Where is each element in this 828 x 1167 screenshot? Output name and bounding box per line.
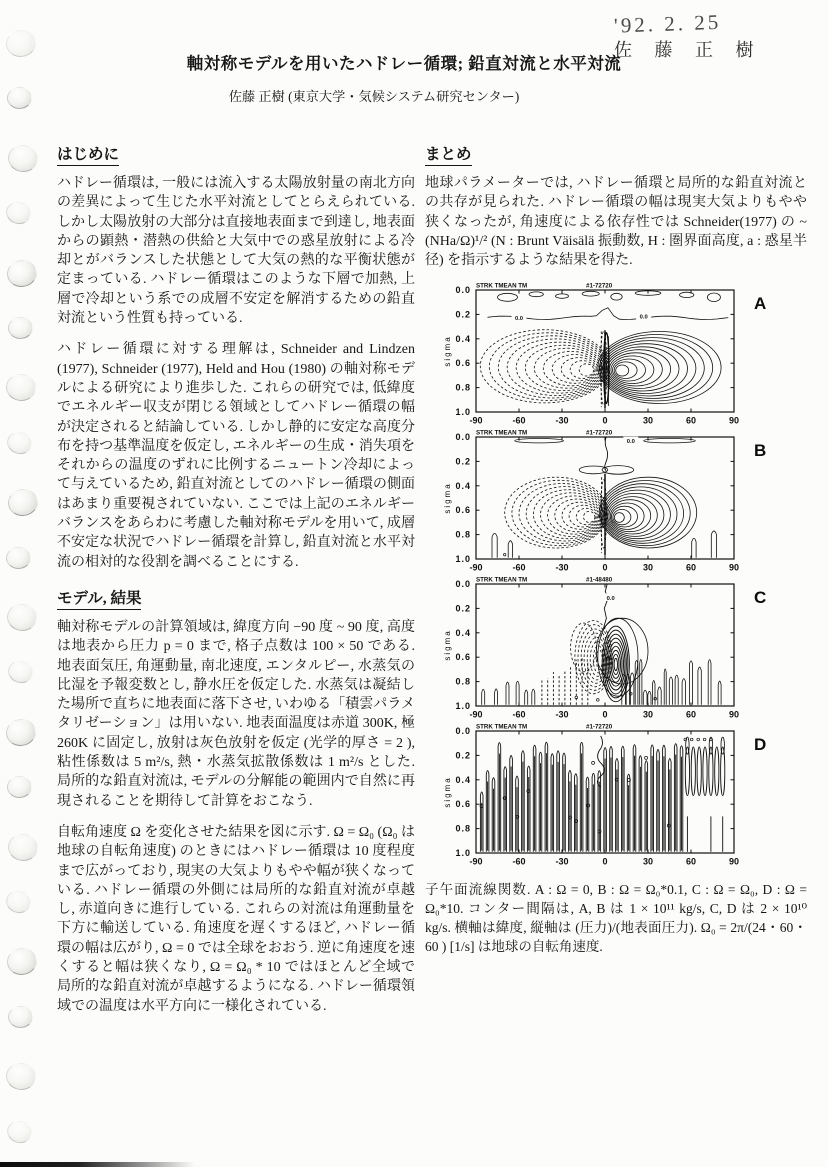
x-tick-label: 0: [602, 415, 608, 426]
binder-hole: [5, 946, 39, 978]
figure-run-id: #1-72720: [586, 429, 613, 437]
x-tick-label: -90: [469, 709, 483, 720]
x-tick-label: 30: [642, 856, 654, 867]
y-tick-label: 0.6: [455, 358, 471, 369]
binder-hole: [8, 317, 33, 339]
figure-plot-c: [425, 576, 807, 723]
x-tick-label: 30: [642, 709, 654, 720]
model-paragraph-1: 軸対称モデルの計算領域は, 緯度方向 −90 度 ~ 90 度, 高度は地表から圧力 p = 0 まで, 格子点数は 100 × 50 である. 地表面気圧, 角運動量, 南北速度, エンタルピー, 水蒸気の比湿を予報変数とし, 静水圧を仮定した. 水蒸気は凝結した場所で直ちに地表面に落下させ, いわゆる「積雲パラメタリゼーション」は用いない. 地表面温度は赤道 300K, 極 260K に固定し, 放射は灰色放射を仮定 (光学的厚さ = 2 ), 粘性係数は 5 m²/s, 熱・水蒸気拡散係数は 1 m²/s とした. 局所的な鉛直対流は, モデルの分解能の範囲内で自然に再現されることを期待して計算をおこなう.: [57, 619, 415, 809]
y-tick-label: 0.8: [455, 383, 471, 394]
figure-panel-letter: D: [754, 735, 767, 755]
contour-field: [492, 437, 717, 558]
figure-plot-a: [425, 282, 807, 429]
y-tick-label: 1.0: [455, 407, 471, 418]
y-tick-label: 0.8: [455, 824, 471, 835]
summary-paragraph: 地球パラメーターでは, ハドレー循環と局所的な鉛直対流との共存が見られた. ハドレー循環の幅は現実大気よりもやや狭くなったが, 角速度による依存性では Schneider(1977) の ~ (NHa/Ω)¹/² (N : Brunt Väisälä 振動数, H : 圏界面高度, a : 惑星半径) を指示するような結果を得た.: [425, 176, 807, 269]
binder-hole: [6, 832, 39, 863]
y-tick-label: 1.0: [455, 701, 471, 712]
y-tick-label: 0.2: [455, 456, 471, 467]
x-tick-label: -30: [555, 415, 569, 426]
figure-y-axis-label: sigma: [443, 776, 452, 809]
contour-field: [480, 291, 728, 408]
x-tick-label: 60: [685, 709, 697, 720]
y-tick-label: 0.8: [455, 530, 471, 541]
section-heading-intro: はじめに: [57, 142, 119, 166]
figure-run-id: #1-72720: [586, 282, 613, 290]
x-tick-label: -30: [555, 856, 569, 867]
y-tick-label: 0.2: [455, 603, 471, 614]
binder-hole: [6, 487, 40, 519]
binder-hole: [5, 257, 39, 289]
y-tick-label: 0.6: [455, 799, 471, 810]
figure-run-label: STRK TMEAN TM: [476, 576, 528, 584]
binder-hole: [6, 546, 31, 568]
binder-hole: [5, 658, 35, 686]
figure-y-axis-label: sigma: [443, 335, 452, 368]
x-tick-label: 0: [602, 856, 608, 867]
section-heading-model: モデル, 結果: [57, 586, 141, 610]
figure-run-label: STRK TMEAN TM: [476, 282, 528, 290]
y-tick-label: 0.8: [455, 677, 471, 688]
x-tick-label: 90: [728, 856, 740, 867]
x-tick-label: -90: [469, 415, 483, 426]
y-tick-label: 0.0: [455, 726, 471, 737]
x-tick-label: 90: [728, 415, 740, 426]
x-tick-label: -90: [469, 856, 483, 867]
binder-hole: [4, 429, 34, 457]
intro-paragraph-1: ハドレー循環は, 一般には流入する太陽放射量の南北方向の差異によって生じた水平対流としてとらえられている. しかし太陽放射の大部分は直接地表面まで到達し, 地表面からの顕熱・潜熱の供給と大気中での惑星放射による冷却とがバランスした状態として大気の熱的な平衡状態が定まっている. ハドレー循環はこのような下層で加熱, 上層で冷却という系での成層不安定を解消するための鉛直対流という性質も持っている.: [57, 176, 415, 327]
figure-panel-letter: A: [754, 294, 767, 314]
binder-hole: [5, 602, 38, 633]
binder-hole: [7, 776, 32, 798]
y-tick-label: 0.0: [455, 579, 471, 590]
binder-hole: [4, 1061, 37, 1092]
figure-stack: [425, 282, 807, 870]
y-tick-label: 0.6: [455, 505, 471, 516]
binder-holes: [0, 0, 52, 1167]
x-tick-label: -60: [512, 856, 526, 867]
binder-hole: [3, 199, 33, 227]
y-tick-label: 0.2: [455, 309, 471, 320]
figure-plot-b: [425, 429, 807, 576]
figure-panel-c: [425, 576, 807, 723]
x-tick-label: 90: [728, 709, 740, 720]
x-tick-label: 60: [685, 856, 697, 867]
y-tick-label: 0.4: [455, 481, 471, 492]
right-column: [425, 140, 807, 956]
paper-title: 軸対称モデルを用いたハドレー循環; 鉛直対流と水平対流: [186, 54, 622, 73]
x-tick-label: 90: [728, 562, 740, 573]
binder-hole: [8, 1006, 33, 1028]
binder-hole: [4, 716, 38, 748]
stamp-date: '92. 2. 25: [613, 9, 722, 38]
x-tick-label: -60: [512, 709, 526, 720]
x-tick-label: -60: [512, 562, 526, 573]
x-tick-label: 0: [602, 709, 608, 720]
scan-edge-artifact: [0, 1162, 195, 1167]
binder-hole: [3, 888, 33, 916]
model-paragraph-2: 自転角速度 Ω を変化させた結果を図に示す. Ω = Ω₀ (Ω₀ は地球の自転角速度) のときにはハドレー循環は 10 度程度まで広がっており, 現実の大気よりもやや幅が狭くなっている. ハドレー循環の外側には局所的な鉛直対流が卓越し, 赤道向きに進行している. これらの対流は角運動量を下方に輸送している. 角速度を遅くするほど, ハドレー循環の幅は広がり, Ω = 0 では全球をおおう. 逆に角速度を速くすると幅は狭くなり, Ω = Ω₀ * 10 ではほとんど全域で局所的な鉛直対流が卓越するようになる. ハドレー循環領域での温度は水平方向に一様化されている.: [57, 824, 415, 1014]
figure-run-id: #1-48480: [586, 576, 613, 584]
figure-plot-d: [425, 723, 807, 870]
y-tick-label: 0.4: [455, 334, 471, 345]
figure-y-axis-label: sigma: [443, 482, 452, 515]
x-tick-label: -90: [469, 562, 483, 573]
figure-run-label: STRK TMEAN TM: [476, 429, 528, 437]
y-tick-label: 0.0: [455, 432, 471, 443]
figure-panel-letter: B: [754, 441, 767, 461]
figure-panel-d: [425, 723, 807, 870]
y-tick-label: 1.0: [455, 848, 471, 859]
y-tick-label: 1.0: [455, 554, 471, 565]
y-tick-label: 0.6: [455, 652, 471, 663]
y-tick-label: 0.2: [455, 750, 471, 761]
binder-hole: [4, 372, 37, 403]
zero-contour-label: 0.0: [639, 315, 648, 322]
x-tick-label: 30: [642, 562, 654, 573]
figure-run-label: STRK TMEAN TM: [476, 723, 528, 731]
x-tick-label: -30: [555, 562, 569, 573]
zero-contour-label: 0.0: [606, 596, 615, 603]
contour-field: [482, 584, 721, 705]
paper-author: 佐藤 正樹 (東京大学・気候システム研究センター): [228, 89, 520, 104]
x-tick-label: 0: [602, 562, 608, 573]
zero-contour-label: 0.0: [626, 439, 635, 446]
left-column: [57, 140, 415, 1028]
zero-contour-label: 0.0: [514, 316, 524, 323]
y-tick-label: 0.4: [455, 775, 471, 786]
x-tick-label: 60: [685, 415, 697, 426]
stamp-name: 佐 藤 正 樹: [614, 40, 763, 60]
figure-caption: 子午面流線関数. A : Ω = 0, B : Ω = Ω₀*0.1, C : Ω = Ω₀, D : Ω = Ω₀*10. コンター間隔は, A, B は 1 × 10¹¹ kg/s, C, D は 2 × 10¹⁰ kg/s. 横軸は緯度, 縦軸は (圧力)/(地表面圧力). Ω₀ = 2π/(24・60・60 ) [1/s] は地球の自転角速度.: [425, 882, 807, 955]
figure-panel-b: [425, 429, 807, 576]
x-tick-label: -60: [512, 415, 526, 426]
x-tick-label: -30: [555, 709, 569, 720]
binder-hole: [6, 143, 39, 174]
contour-field: [480, 736, 725, 852]
x-tick-label: 60: [685, 562, 697, 573]
section-heading-summary: まとめ: [425, 142, 472, 166]
y-tick-label: 0.4: [455, 628, 471, 639]
figure-run-id: #1-72720: [586, 723, 613, 731]
y-tick-label: 0.0: [455, 285, 471, 296]
figure-panel-letter: C: [754, 588, 767, 608]
x-tick-label: 30: [642, 415, 654, 426]
intro-paragraph-2: ハドレー循環に対する理解は, Schneider and Lindzen (1977), Schneider (1977), Held and Hou (1980) の軸対称モデルによる研究により進歩した. これらの研究では, 低緯度でエネルギー収支が閉じる領域としてハドレー循環の幅が決定されると結論している. しかし静的に安定な高度分布を持つ基準温度を仮定し, エネルギーの生成・消失項をそれからの温度のずれに比例するニュートン冷却によって与えているため, 鉛直対流としてのハドレー循環の側面はあまり重要視されていない. ここでは上記のエネルギーバランスをあらわに考慮した軸対称モデルを用いて, 成層不安定な状況でハドレー循環を計算し, 鉛直対流と水平対流の相対的な役割を調べることにする.: [57, 342, 415, 570]
figure-y-axis-label: sigma: [443, 629, 452, 662]
figure-panel-a: [425, 282, 807, 429]
binder-hole: [4, 1117, 34, 1145]
